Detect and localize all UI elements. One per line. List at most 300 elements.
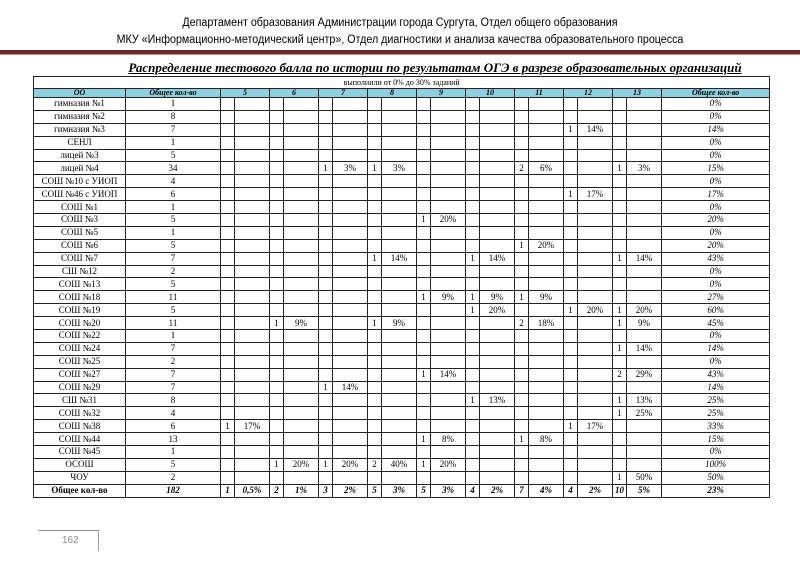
cell-percent — [627, 330, 662, 343]
cell-percent — [627, 458, 662, 471]
cell-count — [466, 123, 480, 136]
cell-percent — [235, 201, 270, 214]
cell-count: 4 — [564, 484, 578, 497]
cell-percent — [284, 407, 319, 420]
cell-count — [417, 304, 431, 317]
cell-percent — [431, 342, 466, 355]
cell-count — [417, 394, 431, 407]
cell-count — [564, 175, 578, 188]
org-total: 182 — [126, 484, 221, 497]
table-row — [34, 420, 770, 433]
cell-percent — [480, 355, 515, 368]
cell-count: 1 — [417, 291, 431, 304]
row-percent: 33% — [662, 420, 770, 433]
cell-percent — [235, 291, 270, 304]
cell-count — [368, 368, 382, 381]
org-name: СШ №12 — [34, 265, 126, 278]
row-percent: 17% — [662, 188, 770, 201]
cell-count — [515, 394, 529, 407]
cell-percent — [627, 355, 662, 368]
row-percent: 20% — [662, 239, 770, 252]
cell-count: 1 — [368, 317, 382, 330]
cell-percent — [235, 407, 270, 420]
row-percent: 15% — [662, 433, 770, 446]
org-total: 7 — [126, 368, 221, 381]
cell-count — [466, 368, 480, 381]
row-percent: 0% — [662, 355, 770, 368]
cell-count — [270, 471, 284, 484]
cell-percent — [333, 330, 368, 343]
cell-count — [466, 433, 480, 446]
cell-count — [221, 407, 235, 420]
cell-percent — [284, 446, 319, 459]
table-row — [34, 239, 770, 252]
cell-count — [613, 98, 627, 111]
cell-count — [564, 214, 578, 227]
cell-percent — [235, 471, 270, 484]
cell-count — [221, 214, 235, 227]
org-name: лицей №4 — [34, 162, 126, 175]
cell-percent — [333, 214, 368, 227]
org-name: гимназия №3 — [34, 123, 126, 136]
cell-count — [515, 355, 529, 368]
cell-count — [515, 226, 529, 239]
cell-percent — [431, 239, 466, 252]
cell-percent — [627, 136, 662, 149]
cell-count — [417, 239, 431, 252]
cell-count — [270, 407, 284, 420]
cell-count: 1 — [515, 239, 529, 252]
cell-percent — [382, 420, 417, 433]
cell-percent — [529, 446, 564, 459]
cell-count — [564, 471, 578, 484]
cell-count — [564, 446, 578, 459]
cell-count — [270, 291, 284, 304]
cell-count — [564, 136, 578, 149]
cell-count: 1 — [417, 433, 431, 446]
cell-count — [221, 252, 235, 265]
cell-count — [564, 162, 578, 175]
cell-percent: 3% — [382, 484, 417, 497]
cell-count — [466, 214, 480, 227]
cell-count — [564, 407, 578, 420]
cell-count — [417, 123, 431, 136]
cell-percent — [235, 368, 270, 381]
cell-count: 1 — [221, 420, 235, 433]
cell-count — [221, 175, 235, 188]
cell-percent — [578, 471, 613, 484]
cell-percent — [578, 136, 613, 149]
org-total: 1 — [126, 330, 221, 343]
cell-count — [368, 420, 382, 433]
cell-percent — [284, 355, 319, 368]
cell-count: 1 — [466, 291, 480, 304]
cell-percent — [578, 381, 613, 394]
cell-percent: 5% — [627, 484, 662, 497]
org-name: СОШ №1 — [34, 201, 126, 214]
cell-count — [319, 136, 333, 149]
cell-count — [515, 175, 529, 188]
cell-percent — [627, 420, 662, 433]
cell-percent — [284, 136, 319, 149]
cell-count — [564, 342, 578, 355]
cell-count — [613, 239, 627, 252]
cell-count — [417, 330, 431, 343]
total-row — [34, 484, 770, 497]
cell-count — [515, 368, 529, 381]
cell-percent — [333, 342, 368, 355]
cell-count: 1 — [270, 458, 284, 471]
cell-count: 1 — [613, 394, 627, 407]
cell-count: 1 — [613, 471, 627, 484]
cell-percent: 20% — [333, 458, 368, 471]
cell-count — [221, 98, 235, 111]
cell-count — [613, 136, 627, 149]
cell-percent — [333, 433, 368, 446]
cell-percent — [431, 149, 466, 162]
cell-count — [368, 291, 382, 304]
cell-count: 1 — [221, 484, 235, 497]
cell-percent — [235, 136, 270, 149]
cell-count — [270, 175, 284, 188]
cell-percent: 9% — [284, 317, 319, 330]
table-row — [34, 252, 770, 265]
org-total: 5 — [126, 304, 221, 317]
cell-count — [515, 458, 529, 471]
cell-percent — [480, 330, 515, 343]
cell-percent — [480, 149, 515, 162]
cell-count: 2 — [515, 317, 529, 330]
cell-percent — [480, 188, 515, 201]
cell-percent — [529, 342, 564, 355]
cell-count — [466, 98, 480, 111]
cell-percent — [578, 98, 613, 111]
cell-count — [270, 162, 284, 175]
org-total: 4 — [126, 175, 221, 188]
cell-count — [515, 149, 529, 162]
cell-percent — [382, 123, 417, 136]
cell-percent — [627, 381, 662, 394]
org-total: 1 — [126, 446, 221, 459]
cell-percent — [333, 394, 368, 407]
cell-percent: 8% — [529, 433, 564, 446]
cell-percent — [382, 110, 417, 123]
cell-count — [564, 394, 578, 407]
cell-percent: 20% — [284, 458, 319, 471]
org-name: СОШ №3 — [34, 214, 126, 227]
column-header: 12 — [564, 89, 613, 98]
org-total: 7 — [126, 381, 221, 394]
cell-percent: 40% — [382, 458, 417, 471]
cell-percent — [529, 110, 564, 123]
cell-count — [515, 471, 529, 484]
cell-percent — [578, 317, 613, 330]
cell-percent — [333, 98, 368, 111]
row-percent: 50% — [662, 471, 770, 484]
cell-count — [368, 355, 382, 368]
cell-percent — [529, 98, 564, 111]
cell-count — [368, 136, 382, 149]
cell-count — [221, 471, 235, 484]
cell-count — [564, 239, 578, 252]
cell-count — [221, 394, 235, 407]
cell-percent — [480, 162, 515, 175]
org-name: СОШ №22 — [34, 330, 126, 343]
cell-count — [417, 355, 431, 368]
cell-count — [613, 175, 627, 188]
cell-count: 1 — [564, 123, 578, 136]
cell-percent: 25% — [627, 407, 662, 420]
cell-count — [319, 265, 333, 278]
table-row — [34, 136, 770, 149]
org-name: гимназия №1 — [34, 98, 126, 111]
cell-count — [221, 136, 235, 149]
cell-count — [221, 265, 235, 278]
cell-count — [515, 252, 529, 265]
subtitle-row — [34, 77, 770, 89]
cell-count — [368, 304, 382, 317]
cell-count — [319, 342, 333, 355]
cell-count — [466, 342, 480, 355]
org-name: гимназия №2 — [34, 110, 126, 123]
cell-count — [466, 136, 480, 149]
cell-count — [319, 330, 333, 343]
cell-percent — [333, 188, 368, 201]
cell-percent — [284, 175, 319, 188]
cell-count: 1 — [466, 394, 480, 407]
row-percent: 100% — [662, 458, 770, 471]
cell-count — [417, 471, 431, 484]
cell-count — [564, 278, 578, 291]
cell-count — [515, 136, 529, 149]
cell-count — [613, 278, 627, 291]
cell-count: 3 — [319, 484, 333, 497]
cell-percent — [480, 98, 515, 111]
cell-percent — [480, 136, 515, 149]
cell-percent: 3% — [382, 162, 417, 175]
cell-percent: 2% — [578, 484, 613, 497]
cell-percent — [529, 136, 564, 149]
cell-count — [466, 201, 480, 214]
cell-count: 1 — [613, 252, 627, 265]
cell-count — [417, 265, 431, 278]
cell-percent — [333, 149, 368, 162]
cell-percent — [578, 110, 613, 123]
cell-count — [368, 239, 382, 252]
cell-percent — [529, 175, 564, 188]
cell-count — [221, 355, 235, 368]
cell-count — [564, 149, 578, 162]
table-row — [34, 291, 770, 304]
cell-percent: 14% — [627, 252, 662, 265]
table-title: Распределение тестового балла по истории по результатам ОГЭ в разрезе образовательных организаций — [128, 60, 742, 75]
cell-count — [515, 446, 529, 459]
cell-count — [368, 446, 382, 459]
cell-count — [613, 214, 627, 227]
cell-count — [417, 252, 431, 265]
cell-count — [417, 317, 431, 330]
table-row — [34, 304, 770, 317]
cell-percent: 9% — [382, 317, 417, 330]
cell-percent: 17% — [578, 420, 613, 433]
cell-percent — [529, 214, 564, 227]
cell-percent — [578, 265, 613, 278]
column-header: 9 — [417, 89, 466, 98]
cell-count — [515, 214, 529, 227]
cell-count — [613, 458, 627, 471]
cell-count — [564, 317, 578, 330]
table-row — [34, 175, 770, 188]
org-name: Общее кол-во — [34, 484, 126, 497]
cell-count — [319, 201, 333, 214]
cell-percent: 3% — [627, 162, 662, 175]
cell-count — [270, 265, 284, 278]
column-header: 13 — [613, 89, 662, 98]
cell-percent — [333, 265, 368, 278]
cell-count — [319, 433, 333, 446]
cell-count — [368, 226, 382, 239]
cell-percent — [431, 471, 466, 484]
org-name: СОШ №32 — [34, 407, 126, 420]
cell-percent — [382, 304, 417, 317]
column-header: Общее кол-во — [662, 89, 770, 98]
cell-percent — [480, 317, 515, 330]
cell-percent — [333, 368, 368, 381]
cell-percent — [284, 162, 319, 175]
cell-count — [368, 214, 382, 227]
cell-count — [613, 123, 627, 136]
cell-percent: 13% — [480, 394, 515, 407]
org-total: 5 — [126, 149, 221, 162]
cell-count — [613, 330, 627, 343]
cell-percent — [431, 317, 466, 330]
cell-count — [368, 175, 382, 188]
column-header: 7 — [319, 89, 368, 98]
table-row — [34, 226, 770, 239]
cell-percent — [627, 226, 662, 239]
row-percent: 0% — [662, 98, 770, 111]
cell-percent: 14% — [627, 342, 662, 355]
column-header: 11 — [515, 89, 564, 98]
cell-count — [270, 420, 284, 433]
cell-count — [368, 188, 382, 201]
cell-percent — [578, 342, 613, 355]
cell-percent — [578, 239, 613, 252]
cell-count — [270, 342, 284, 355]
cell-percent: 17% — [235, 420, 270, 433]
cell-count — [319, 304, 333, 317]
cell-count — [270, 278, 284, 291]
cell-count — [270, 188, 284, 201]
cell-percent — [578, 458, 613, 471]
row-percent: 15% — [662, 162, 770, 175]
cell-percent — [627, 239, 662, 252]
cell-percent — [627, 98, 662, 111]
table-row — [34, 110, 770, 123]
cell-count — [564, 98, 578, 111]
cell-count — [221, 110, 235, 123]
cell-percent — [431, 98, 466, 111]
cell-percent — [480, 123, 515, 136]
cell-count — [417, 188, 431, 201]
header-line-2: МКУ «Информационно-методический центр», Отдел диагностики и анализа качества образовательного процесса — [116, 34, 684, 46]
org-name: СОШ №6 — [34, 239, 126, 252]
cell-percent — [382, 188, 417, 201]
org-name: лицей №3 — [34, 149, 126, 162]
cell-percent — [578, 149, 613, 162]
cell-percent — [480, 110, 515, 123]
org-name: СОШ №27 — [34, 368, 126, 381]
cell-percent — [480, 420, 515, 433]
cell-count — [466, 458, 480, 471]
table-row — [34, 214, 770, 227]
cell-percent: 17% — [578, 188, 613, 201]
org-total: 7 — [126, 342, 221, 355]
org-total: 2 — [126, 471, 221, 484]
cell-count — [270, 381, 284, 394]
cell-count — [368, 394, 382, 407]
cell-count: 1 — [417, 214, 431, 227]
cell-count — [466, 175, 480, 188]
cell-percent — [382, 381, 417, 394]
cell-percent — [235, 98, 270, 111]
cell-count — [466, 407, 480, 420]
cell-count — [319, 239, 333, 252]
column-header: Общее кол-во — [126, 89, 221, 98]
cell-count: 1 — [515, 433, 529, 446]
cell-count — [515, 304, 529, 317]
cell-percent — [333, 175, 368, 188]
cell-percent — [578, 330, 613, 343]
org-name: СШ №31 — [34, 394, 126, 407]
table-row — [34, 162, 770, 175]
table-row — [34, 330, 770, 343]
cell-count — [466, 330, 480, 343]
cell-percent — [480, 342, 515, 355]
cell-percent — [382, 175, 417, 188]
cell-count — [270, 214, 284, 227]
org-name: СОШ №46 с УИОП — [34, 188, 126, 201]
cell-percent: 8% — [431, 433, 466, 446]
cell-percent — [431, 446, 466, 459]
table-subtitle: выполнили от 0% до 30% заданий — [34, 77, 770, 89]
cell-percent — [333, 252, 368, 265]
cell-count — [319, 214, 333, 227]
cell-percent — [431, 278, 466, 291]
cell-count — [466, 420, 480, 433]
cell-count — [564, 291, 578, 304]
org-name: СОШ №44 — [34, 433, 126, 446]
cell-percent — [382, 98, 417, 111]
cell-count — [417, 381, 431, 394]
cell-count — [319, 278, 333, 291]
cell-percent — [333, 407, 368, 420]
cell-percent: 20% — [529, 239, 564, 252]
cell-count — [319, 110, 333, 123]
cell-percent — [382, 394, 417, 407]
table-row — [34, 407, 770, 420]
cell-percent — [333, 446, 368, 459]
cell-percent: 4% — [529, 484, 564, 497]
distribution-table — [33, 76, 770, 498]
table-row — [34, 433, 770, 446]
cell-percent — [284, 188, 319, 201]
cell-percent — [382, 330, 417, 343]
cell-percent — [431, 175, 466, 188]
cell-percent — [235, 278, 270, 291]
cell-percent — [431, 123, 466, 136]
cell-count — [613, 433, 627, 446]
